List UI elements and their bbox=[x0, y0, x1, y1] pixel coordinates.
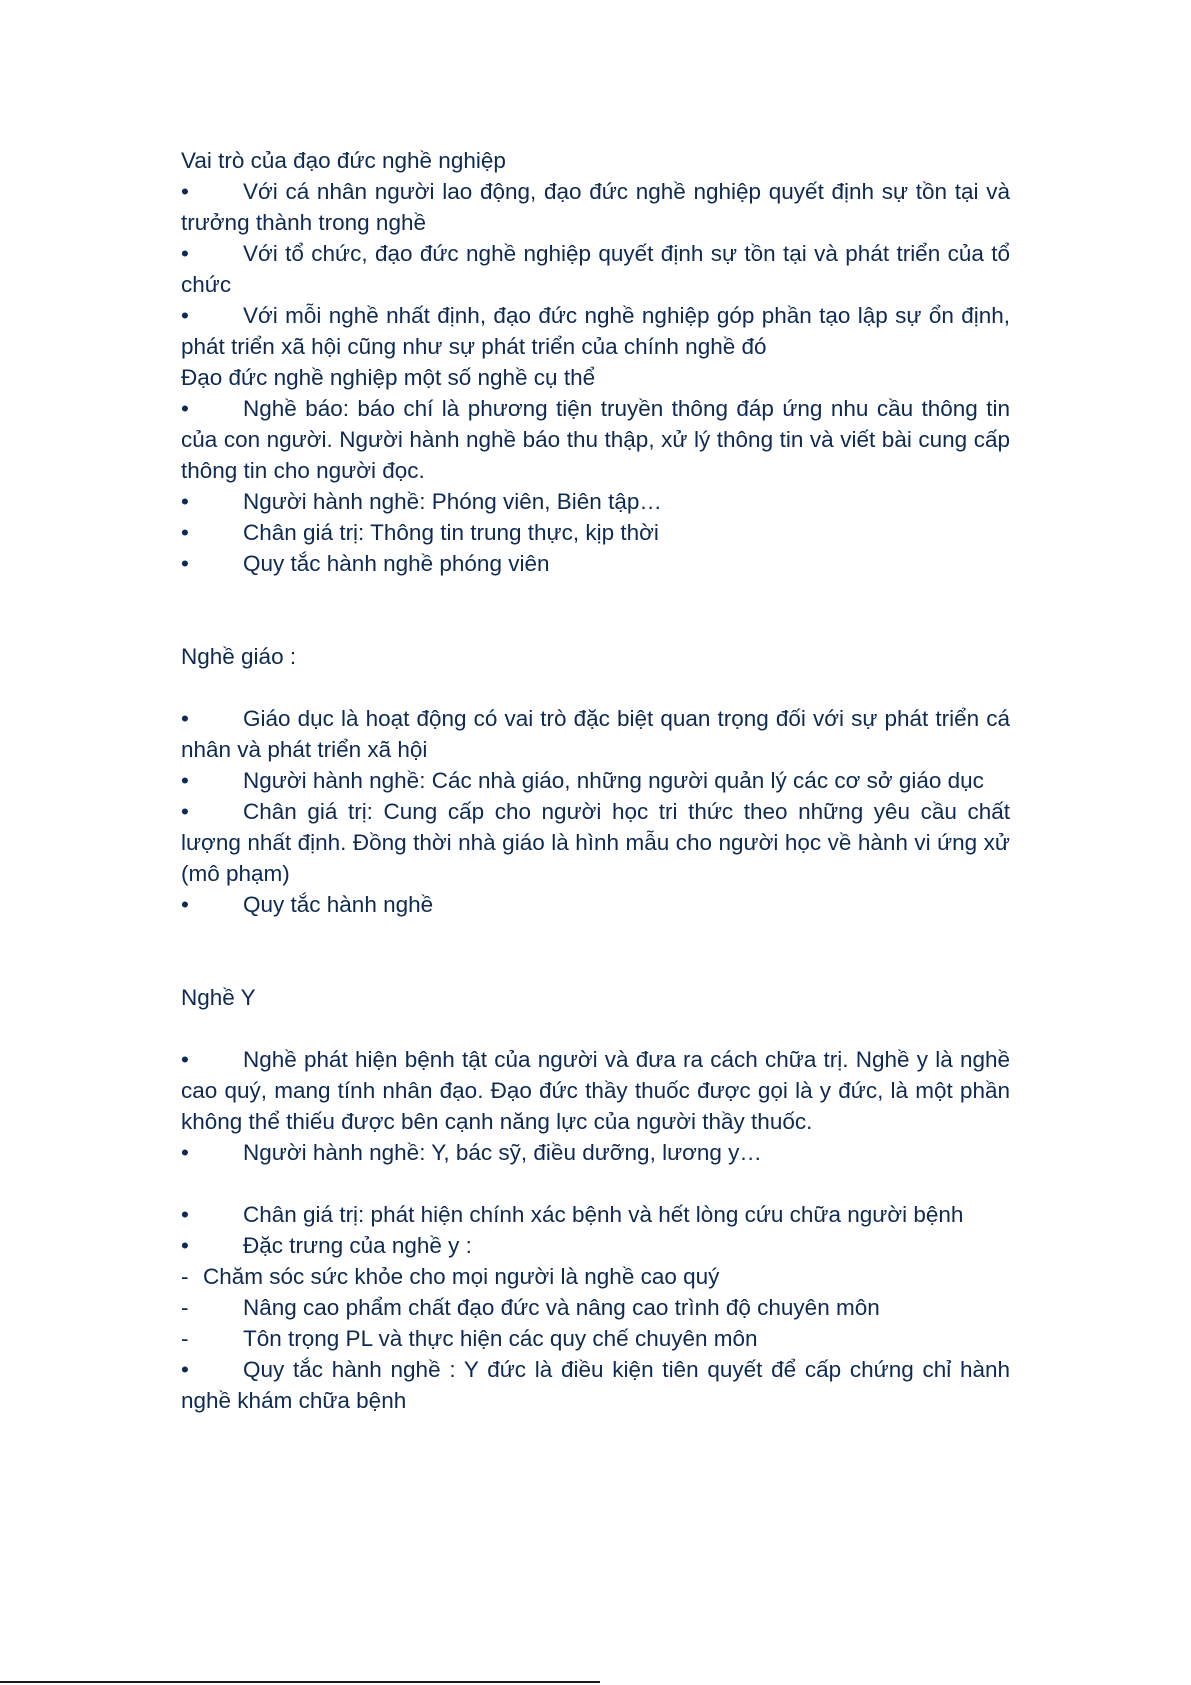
spacer bbox=[181, 579, 1010, 641]
bullet-mark: • bbox=[181, 1140, 189, 1165]
bullet-item: • Quy tắc hành nghề bbox=[181, 889, 1010, 920]
bullet-item: • Người hành nghề: Y, bác sỹ, điều dưỡng, lương y… bbox=[181, 1137, 1010, 1168]
spacer bbox=[181, 672, 1010, 703]
dash-mark: - bbox=[181, 1326, 189, 1351]
dash-item: - Tôn trọng PL và thực hiện các quy chế chuyên môn bbox=[181, 1323, 1010, 1354]
bullet-mark: • bbox=[181, 1233, 189, 1258]
section-heading: Nghề Y bbox=[181, 985, 256, 1010]
spacer bbox=[181, 920, 1010, 982]
bullet-item: • Người hành nghề: Các nhà giáo, những người quản lý các cơ sở giáo dục bbox=[181, 765, 1010, 796]
dash-item: - Nâng cao phẩm chất đạo đức và nâng cao trình độ chuyên môn bbox=[181, 1292, 1010, 1323]
bullet-item: • Với tổ chức, đạo đức nghề nghiệp quyết định sự tồn tại và phát triển của tổ chức bbox=[181, 238, 1010, 300]
bullet-mark: • bbox=[181, 1047, 189, 1072]
bullet-mark: • bbox=[181, 241, 189, 266]
bullet-mark: • bbox=[181, 1357, 189, 1382]
bullet-mark: • bbox=[181, 768, 189, 793]
dash-item: - Chăm sóc sức khỏe cho mọi người là nghề cao quý bbox=[181, 1261, 1010, 1292]
bullet-item: • Chân giá trị: Cung cấp cho người học tri thức theo những yêu cầu chất lượng nhất định. Đồng thời nhà giáo là hình mẫu cho người học về hành vi ứng xử (mô phạm) bbox=[181, 796, 1010, 889]
bullet-item: • Người hành nghề: Phóng viên, Biên tập… bbox=[181, 486, 1010, 517]
bullet-item: • Quy tắc hành nghề phóng viên bbox=[181, 548, 1010, 579]
section-heading: Vai trò của đạo đức nghề nghiệp bbox=[181, 148, 506, 173]
document-body bbox=[181, 145, 1010, 1416]
bullet-item: • Chân giá trị: phát hiện chính xác bệnh và hết lòng cứu chữa người bệnh bbox=[181, 1199, 1010, 1230]
page-bottom-rule bbox=[0, 1681, 600, 1683]
spacer bbox=[181, 1168, 1010, 1199]
bullet-item: • Với cá nhân người lao động, đạo đức nghề nghiệp quyết định sự tồn tại và trưởng thành trong nghề bbox=[181, 176, 1010, 238]
section-heading: Nghề giáo : bbox=[181, 644, 297, 669]
bullet-mark: • bbox=[181, 396, 189, 421]
bullet-mark: • bbox=[181, 892, 189, 917]
bullet-mark: • bbox=[181, 551, 189, 576]
section-heading: Đạo đức nghề nghiệp một số nghề cụ thể bbox=[181, 365, 596, 390]
bullet-item: • Với mỗi nghề nhất định, đạo đức nghề nghiệp góp phần tạo lập sự ổn định, phát triển xã hội cũng như sự phát triển của chính nghề đó bbox=[181, 300, 1010, 362]
bullet-item: • Chân giá trị: Thông tin trung thực, kịp thời bbox=[181, 517, 1010, 548]
spacer bbox=[181, 1013, 1010, 1044]
bullet-item: • Quy tắc hành nghề : Y đức là điều kiện tiên quyết để cấp chứng chỉ hành nghề khám chữa bệnh bbox=[181, 1354, 1010, 1416]
bullet-mark: • bbox=[181, 1202, 189, 1227]
bullet-item: • Đặc trưng của nghề y : bbox=[181, 1230, 1010, 1261]
bullet-mark: • bbox=[181, 799, 189, 824]
dash-mark: - bbox=[181, 1295, 189, 1320]
bullet-mark: • bbox=[181, 520, 189, 545]
bullet-item: • Nghề phát hiện bệnh tật của người và đưa ra cách chữa trị. Nghề y là nghề cao quý, mang tính nhân đạo. Đạo đức thầy thuốc được gọi là y đức, là một phần không thể thiếu được bên cạnh năng lực của người thầy thuốc. bbox=[181, 1044, 1010, 1137]
bullet-item: • Nghề báo: báo chí là phương tiện truyền thông đáp ứng nhu cầu thông tin của con người. Người hành nghề báo thu thập, xử lý thông tin và viết bài cung cấp thông tin cho người đọc. bbox=[181, 393, 1010, 486]
bullet-item: • Giáo dục là hoạt động có vai trò đặc biệt quan trọng đối với sự phát triển cá nhân và phát triển xã hội bbox=[181, 703, 1010, 765]
bullet-mark: • bbox=[181, 179, 189, 204]
bullet-mark: • bbox=[181, 706, 189, 731]
bullet-mark: • bbox=[181, 303, 189, 328]
bullet-mark: • bbox=[181, 489, 189, 514]
dash-mark: - bbox=[181, 1264, 189, 1289]
